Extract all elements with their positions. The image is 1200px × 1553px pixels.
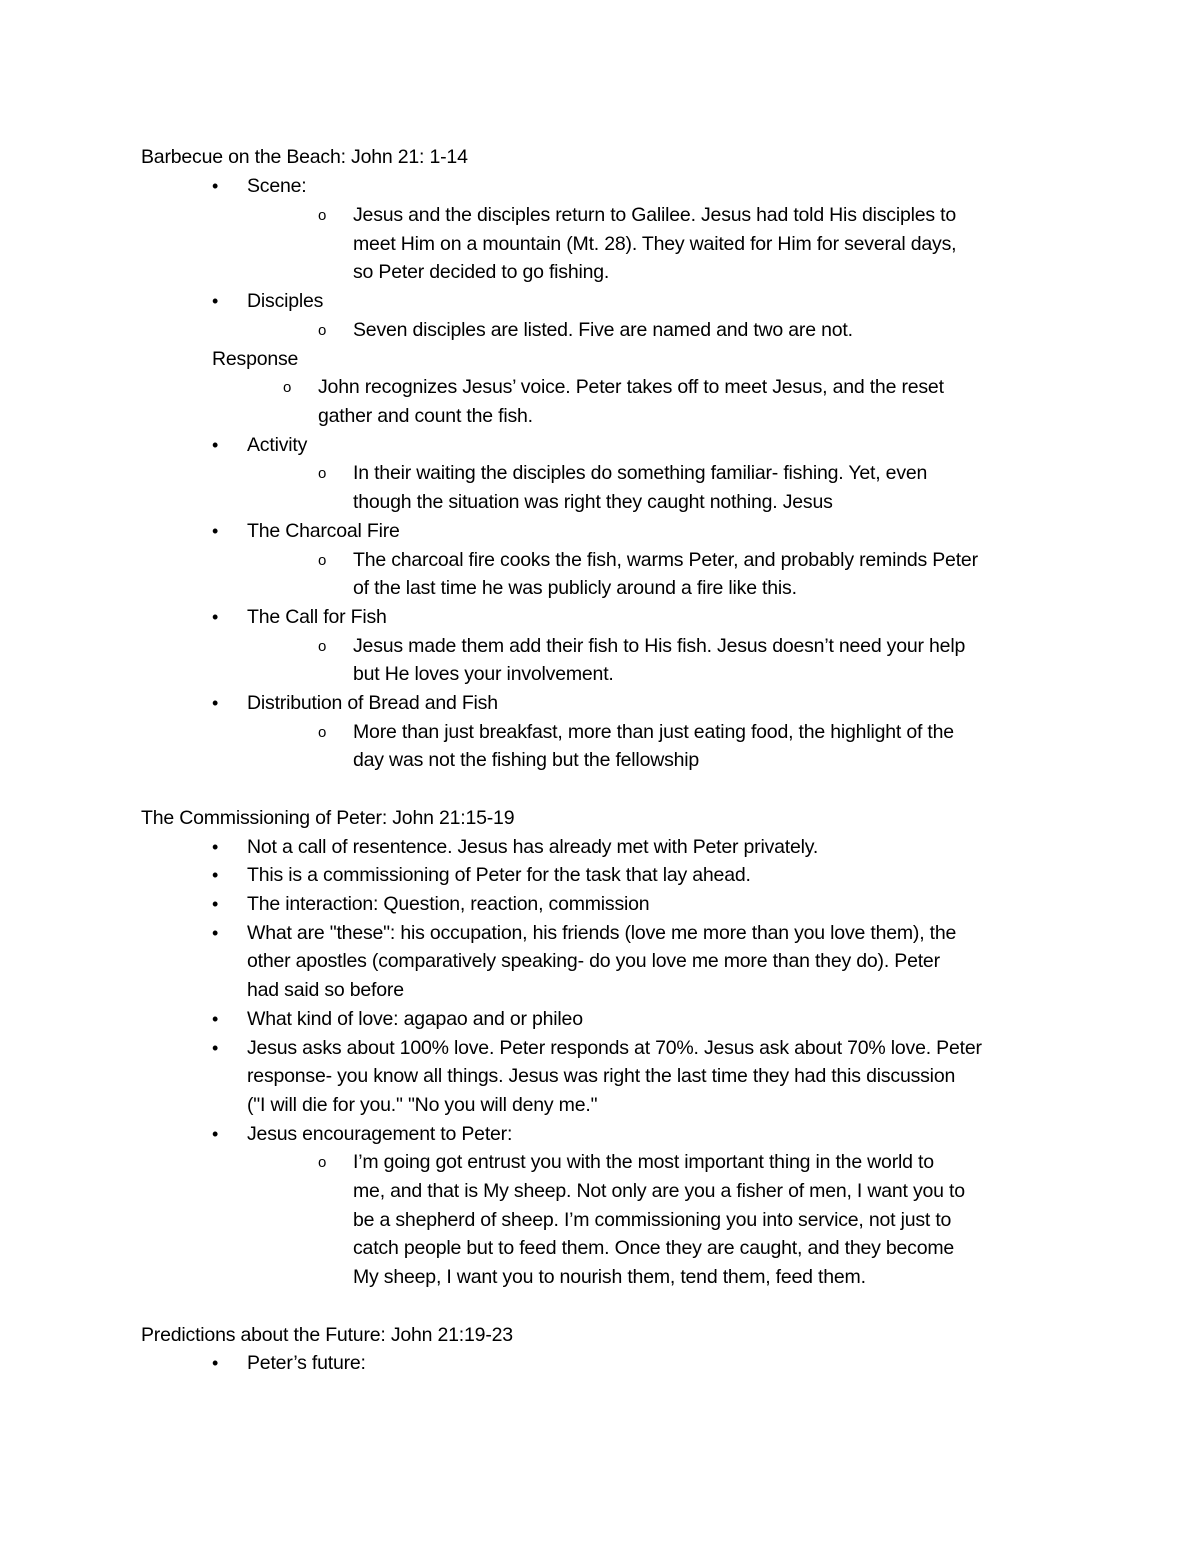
item-label-charcoal-fire: The Charcoal Fire — [247, 520, 400, 542]
sub-bullet-icon: o — [318, 322, 327, 339]
call-text-line-2: but He loves your involvement. — [353, 663, 614, 685]
scene-text-line-1: Jesus and the disciples return to Galilee. Jesus had told His disciples to — [353, 204, 957, 226]
encouragement-text-line-1: I’m going got entrust you with the most important thing in the world to — [353, 1151, 934, 1173]
bullet-icon: • — [212, 865, 219, 885]
sub-bullet-icon: o — [318, 465, 327, 482]
bullet-icon: • — [212, 1124, 219, 1144]
item-label-disciples: Disciples — [247, 290, 324, 312]
bullet-icon: • — [212, 521, 219, 541]
predictions-item-1: Peter’s future: — [247, 1352, 366, 1374]
sub-bullet-icon: o — [318, 207, 327, 224]
response-text-line-2: gather and count the fish. — [318, 405, 533, 427]
bullet-icon: • — [212, 607, 219, 627]
commission-item-3: The interaction: Question, reaction, commission — [247, 893, 650, 915]
item-label-response: Response — [212, 348, 299, 370]
commission-item-6-line-2: response- you know all things. Jesus was right the last time they had this discussion — [247, 1065, 956, 1087]
sub-bullet-icon: o — [283, 379, 292, 396]
scene-text-line-3: so Peter decided to go fishing. — [353, 261, 610, 283]
charcoal-text-line-2: of the last time he was publicly around a fire like this. — [353, 577, 797, 599]
bullet-icon: • — [212, 1038, 219, 1058]
encouragement-text-line-4: catch people but to feed them. Once they are caught, and they become — [353, 1237, 955, 1259]
bullet-icon: • — [212, 435, 219, 455]
bullet-icon: • — [212, 291, 219, 311]
item-label-distribution: Distribution of Bread and Fish — [247, 692, 498, 714]
sub-bullet-icon: o — [318, 638, 327, 655]
sub-bullet-icon: o — [318, 552, 327, 569]
section-heading-predictions: Predictions about the Future: John 21:19-23 — [141, 1324, 513, 1346]
commission-item-6-line-3: ("I will die for you." "No you will deny me." — [247, 1094, 598, 1116]
call-text-line-1: Jesus made them add their fish to His fish. Jesus doesn’t need your help — [353, 635, 966, 657]
response-text-line-1: John recognizes Jesus’ voice. Peter takes off to meet Jesus, and the reset — [318, 376, 944, 398]
bullet-icon: • — [212, 837, 219, 857]
activity-text-line-1: In their waiting the disciples do something familiar- fishing. Yet, even — [353, 462, 928, 484]
disciples-text-line-1: Seven disciples are listed. Five are named and two are not. — [353, 319, 853, 341]
bullet-icon: • — [212, 1009, 219, 1029]
commission-item-1: Not a call of resentence. Jesus has already met with Peter privately. — [247, 836, 819, 858]
item-label-scene: Scene: — [247, 175, 307, 197]
bullet-icon: • — [212, 176, 219, 196]
section-heading-barbecue: Barbecue on the Beach: John 21: 1-14 — [141, 146, 468, 168]
section-heading-commissioning: The Commissioning of Peter: John 21:15-19 — [141, 807, 515, 829]
bullet-icon: • — [212, 894, 219, 914]
encouragement-text-line-3: be a shepherd of sheep. I’m commissioning you into service, not just to — [353, 1209, 952, 1231]
scene-text-line-2: meet Him on a mountain (Mt. 28). They waited for Him for several days, — [353, 233, 957, 255]
charcoal-text-line-1: The charcoal fire cooks the fish, warms Peter, and probably reminds Peter — [353, 549, 978, 571]
commission-item-7: Jesus encouragement to Peter: — [247, 1123, 513, 1145]
commission-item-6-line-1: Jesus asks about 100% love. Peter responds at 70%. Jesus ask about 70% love. Peter — [247, 1037, 982, 1059]
commission-item-4-line-1: What are "these": his occupation, his friends (love me more than you love them), the — [247, 922, 957, 944]
bullet-icon: • — [212, 1353, 219, 1373]
commission-item-4-line-3: had said so before — [247, 979, 404, 1001]
activity-text-line-2: though the situation was right they caught nothing. Jesus — [353, 491, 833, 513]
bullet-icon: • — [212, 923, 219, 943]
commission-item-5: What kind of love: agapao and or phileo — [247, 1008, 583, 1030]
encouragement-text-line-2: me, and that is My sheep. Not only are you a fisher of men, I want you to — [353, 1180, 965, 1202]
commission-item-4-line-2: other apostles (comparatively speaking- do you love me more than they do). Peter — [247, 950, 940, 972]
sub-bullet-icon: o — [318, 1154, 327, 1171]
item-label-activity: Activity — [247, 434, 308, 456]
sub-bullet-icon: o — [318, 724, 327, 741]
commission-item-2: This is a commissioning of Peter for the task that lay ahead. — [247, 864, 751, 886]
distribution-text-line-1: More than just breakfast, more than just eating food, the highlight of the — [353, 721, 954, 743]
item-label-call-for-fish: The Call for Fish — [247, 606, 387, 628]
bullet-icon: • — [212, 693, 219, 713]
distribution-text-line-2: day was not the fishing but the fellowship — [353, 749, 700, 771]
encouragement-text-line-5: My sheep, I want you to nourish them, tend them, feed them. — [353, 1266, 866, 1288]
